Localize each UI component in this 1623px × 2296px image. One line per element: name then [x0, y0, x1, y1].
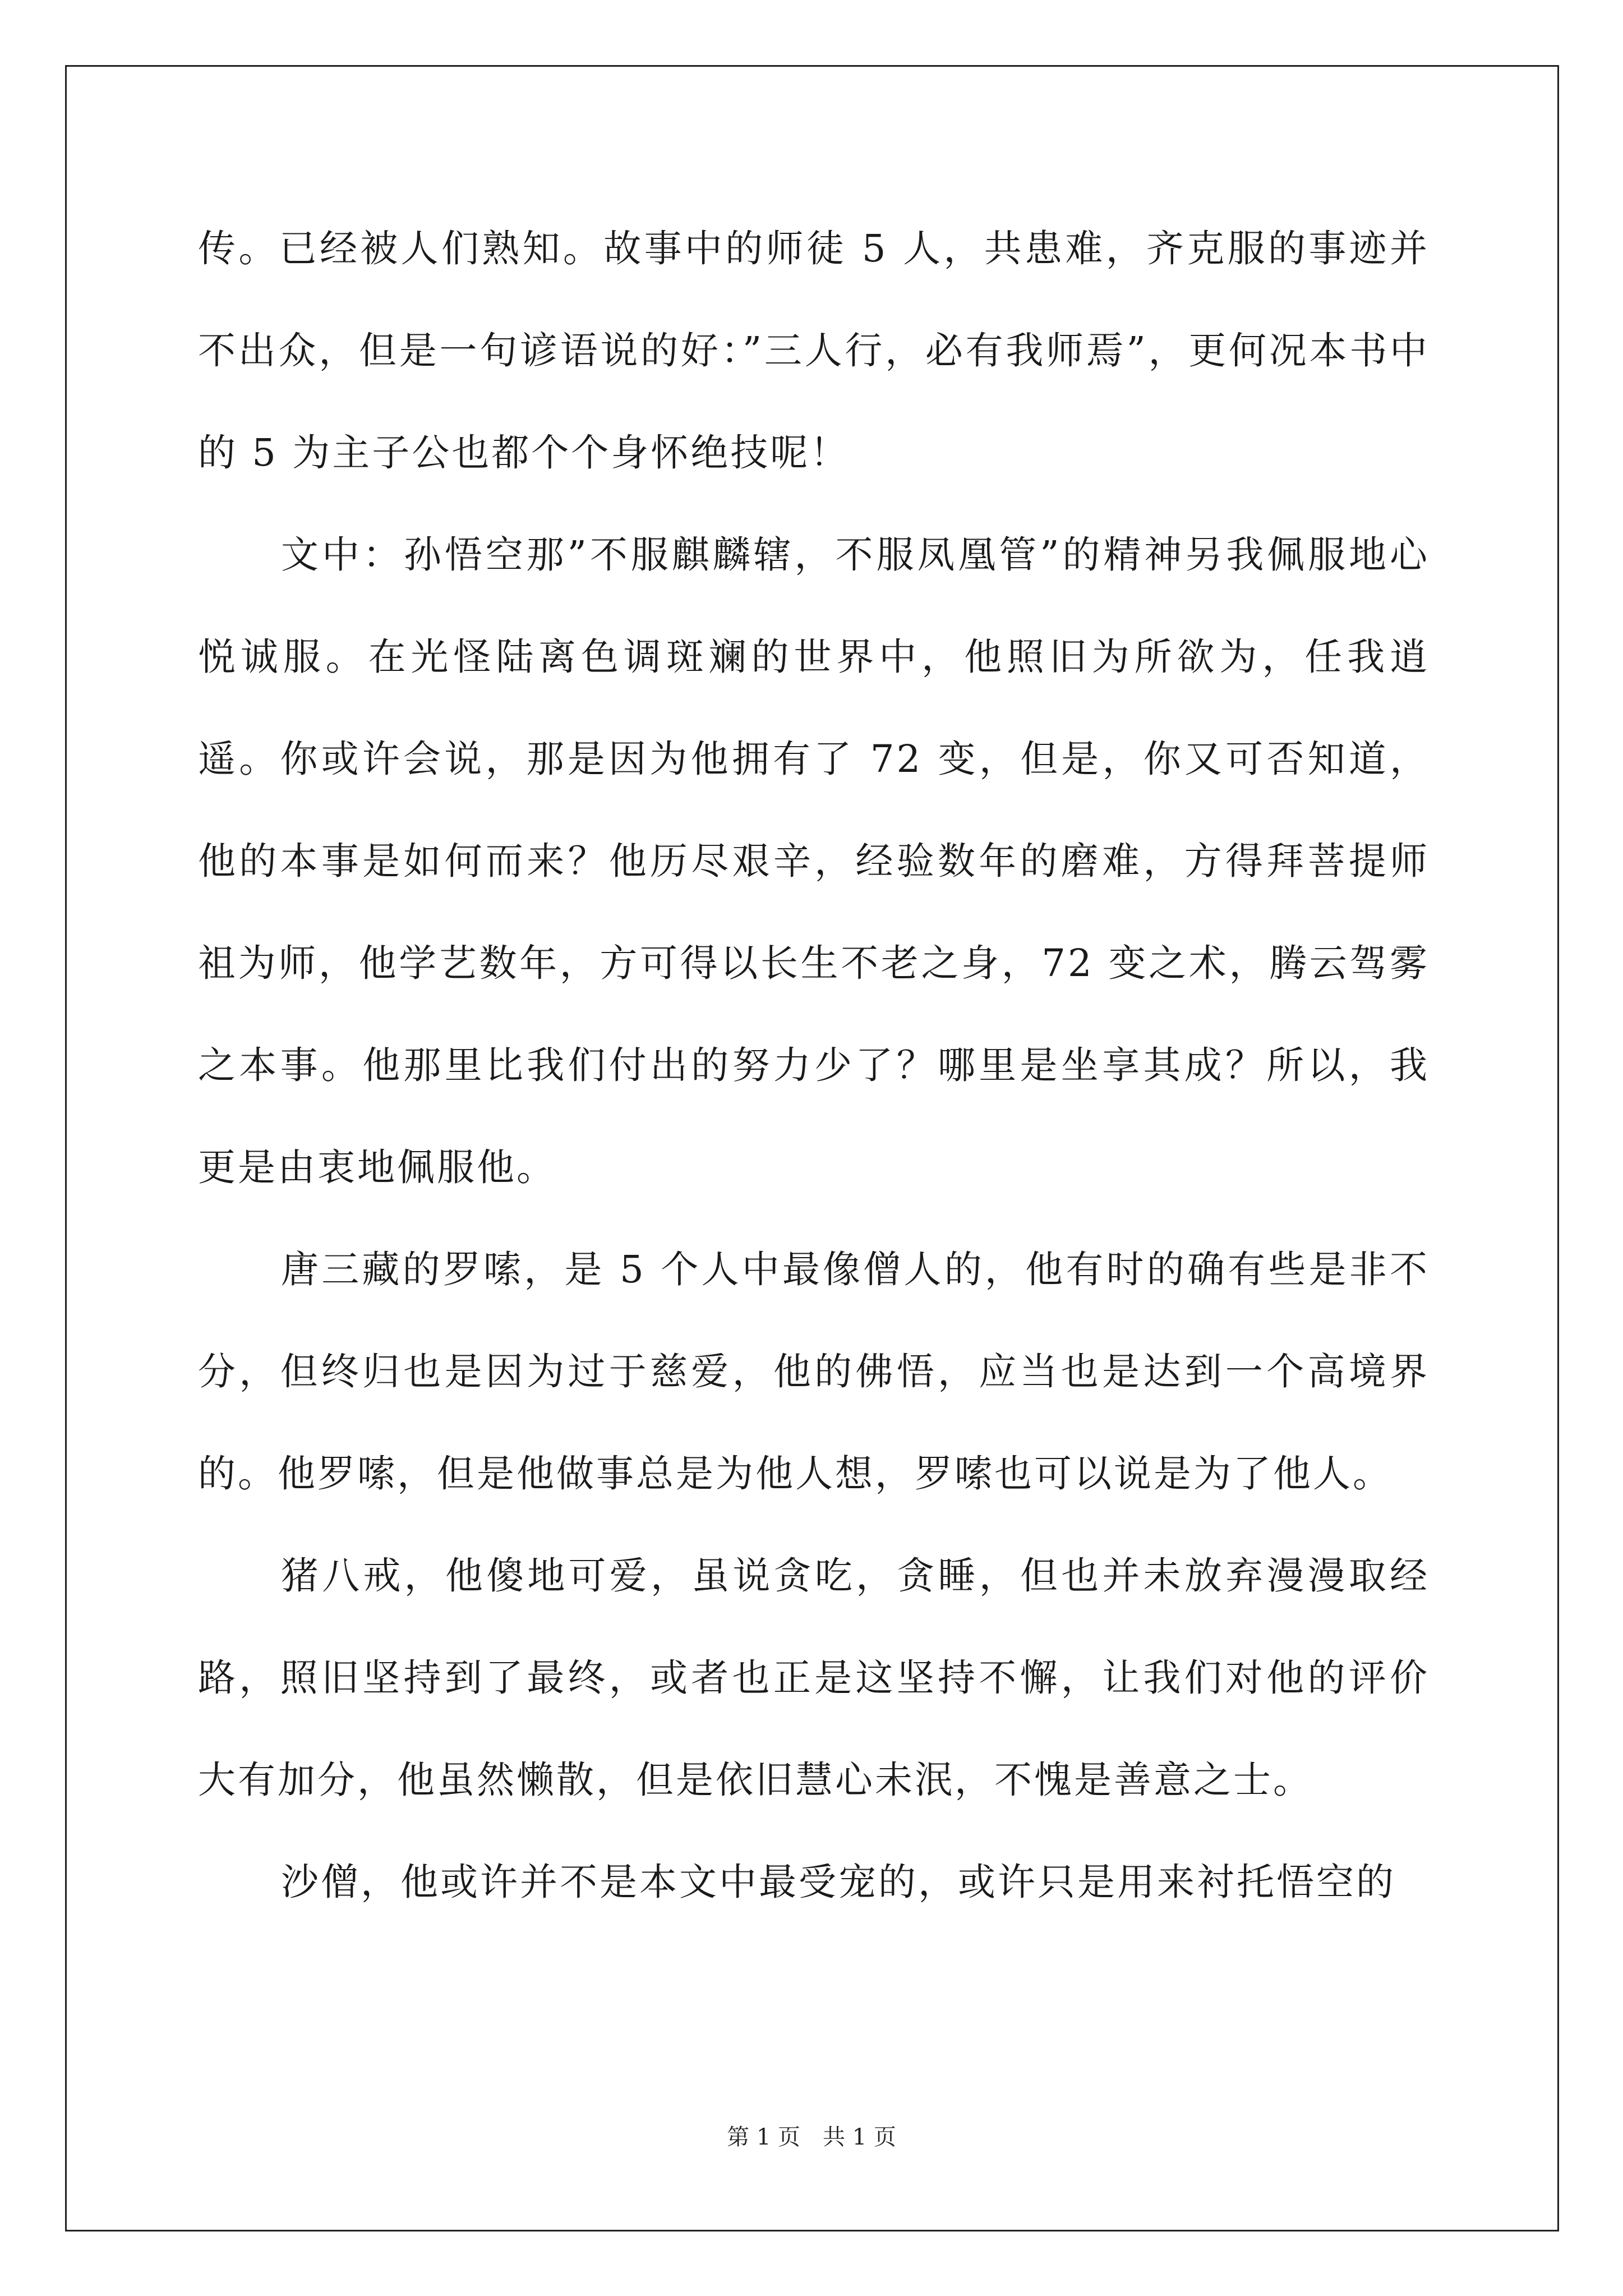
paragraph: 唐三藏的罗嗦，是 5 个人中最像僧人的，他有时的确有些是非不分，但终归也是因为过于慈爱，他的佛悟，应当也是达到一个高境界的。他罗嗦，但是他做事总是为他人想，罗嗦也可以说是为了他人。 — [198, 1248, 1430, 1496]
paragraph: 文中：孙悟空那”不服麒麟辖，不服凤凰管”的精神另我佩服地心悦诚服。在光怪陆离色调斑斓的世界中，他照旧为所欲为，任我逍遥。你或许会说，那是因为他拥有了 72 变，但是，你又可否知道，他的本事是如何而来？他历尽艰辛，经验数年的磨难，方得拜菩提师祖为师，他学艺数年，方可得以长生不老之身，72 变之术，腾云驾雾之本事。他那里比我们付出的努力少了？哪里是坐享其成？所以，我更是由衷地佩服他。 — [198, 533, 1430, 1189]
document-body — [198, 197, 1430, 1933]
paragraph: 沙僧，他或许并不是本文中最受宠的，或许只是用来衬托悟空的 — [281, 1860, 1396, 1904]
page-footer: 第 1 页 共 1 页 — [727, 2124, 896, 2150]
paragraph: 传。已经被人们熟知。故事中的师徒 5 人，共患难，齐克服的事迹并不出众，但是一句谚语说的好：”三人行，必有我师焉”，更何况本书中的 5 为主子公也都个个身怀绝技呢！ — [198, 227, 1430, 475]
paragraph: 猪八戒，他傻地可爱，虽说贪吃，贪睡，但也并未放弃漫漫取经路，照旧坚持到了最终，或者也正是这坚持不懈，让我们对他的评价大有加分，他虽然懒散，但是依旧慧心未泯，不愧是善意之士。 — [198, 1554, 1430, 1802]
